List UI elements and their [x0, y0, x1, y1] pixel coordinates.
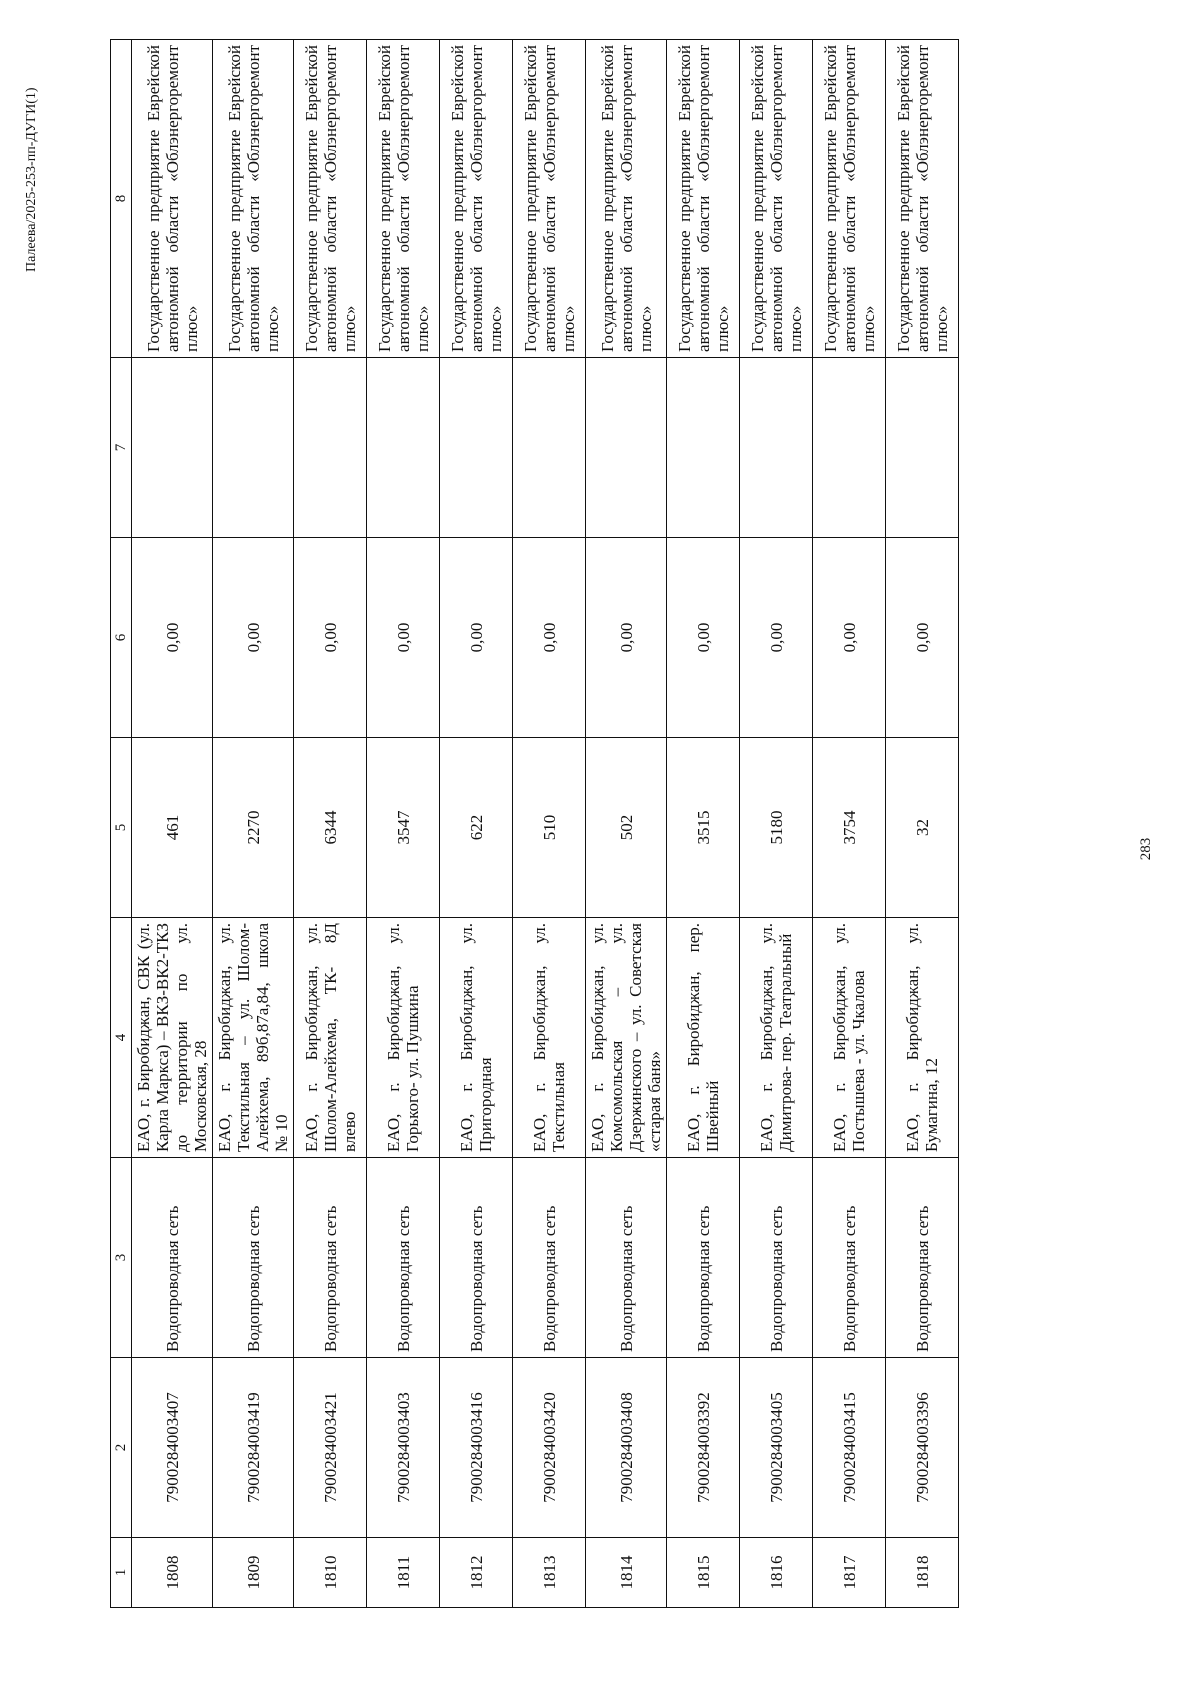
object-address: ЕАО, г. Биробиджан, СВК (ул. Карла Маркса) – ВКЗ-ВК2-ТКЗ до территории по ул. Московская, 28 [132, 918, 213, 1158]
owner-organization: Государственное предприятие Еврейской автономной области «Облэнергоремонт плюс» [886, 40, 959, 358]
document-reference: Палеева/2025-253-пп-ДУГИ(1) [24, 87, 39, 272]
column-header: 1 [111, 1538, 132, 1608]
object-address: ЕАО, г. Биробиджан, ул. Шолом-Алейхема, ТК- 8Д влево [294, 918, 367, 1158]
object-code: 7900284003396 [886, 1358, 959, 1538]
object-address: ЕАО, г. Биробиджан, ул. Пригородная [440, 918, 513, 1158]
object-type: Водопроводная сеть [740, 1158, 813, 1358]
table-row [586, 40, 667, 1608]
table-row [294, 40, 367, 1608]
owner-organization: Государственное предприятие Еврейской автономной области «Облэнергоремонт плюс» [294, 40, 367, 358]
object-code: 7900284003420 [513, 1358, 586, 1538]
column-header: 6 [111, 538, 132, 738]
row-number: 1811 [367, 1538, 440, 1608]
row-number: 1814 [586, 1538, 667, 1608]
column-7-cell [213, 358, 294, 538]
owner-organization: Государственное предприятие Еврейской автономной области «Облэнергоремонт плюс» [586, 40, 667, 358]
object-value: 0,00 [813, 538, 886, 738]
column-7-cell [886, 358, 959, 538]
registry-table [110, 39, 959, 1608]
column-number-row [111, 40, 132, 1608]
object-value: 0,00 [132, 538, 213, 738]
object-type: Водопроводная сеть [367, 1158, 440, 1358]
object-type: Водопроводная сеть [586, 1158, 667, 1358]
object-value: 0,00 [213, 538, 294, 738]
row-number: 1808 [132, 1538, 213, 1608]
object-value: 0,00 [513, 538, 586, 738]
owner-organization: Государственное предприятие Еврейской автономной области «Облэнергоремонт плюс» [213, 40, 294, 358]
object-code: 7900284003405 [740, 1358, 813, 1538]
object-code: 7900284003408 [586, 1358, 667, 1538]
table-row [440, 40, 513, 1608]
object-type: Водопроводная сеть [132, 1158, 213, 1358]
owner-organization: Государственное предприятие Еврейской автономной области «Облэнергоремонт плюс» [667, 40, 740, 358]
owner-organization: Государственное предприятие Еврейской автономной области «Облэнергоремонт плюс» [132, 40, 213, 358]
table-row [740, 40, 813, 1608]
object-length: 2270 [213, 738, 294, 918]
object-length: 461 [132, 738, 213, 918]
object-address: ЕАО, г. Биробиджан, пер. Швейный [667, 918, 740, 1158]
row-number: 1813 [513, 1538, 586, 1608]
table-row [813, 40, 886, 1608]
object-value: 0,00 [740, 538, 813, 738]
object-value: 0,00 [440, 538, 513, 738]
object-length: 510 [513, 738, 586, 918]
object-address: ЕАО, г. Биробиджан, ул. Бумагина, 12 [886, 918, 959, 1158]
table-row [367, 40, 440, 1608]
column-header: 8 [111, 40, 132, 358]
column-7-cell [740, 358, 813, 538]
owner-organization: Государственное предприятие Еврейской автономной области «Облэнергоремонт плюс» [813, 40, 886, 358]
table-row [132, 40, 213, 1608]
row-number: 1816 [740, 1538, 813, 1608]
column-7-cell [513, 358, 586, 538]
column-7-cell [813, 358, 886, 538]
table-row [513, 40, 586, 1608]
column-header: 2 [111, 1358, 132, 1538]
table-row [667, 40, 740, 1608]
owner-organization: Государственное предприятие Еврейской автономной области «Облэнергоремонт плюс» [740, 40, 813, 358]
object-code: 7900284003407 [132, 1358, 213, 1538]
column-7-cell [586, 358, 667, 538]
object-code: 7900284003415 [813, 1358, 886, 1538]
column-7-cell [367, 358, 440, 538]
row-number: 1812 [440, 1538, 513, 1608]
object-length: 502 [586, 738, 667, 918]
column-header: 5 [111, 738, 132, 918]
object-length: 3515 [667, 738, 740, 918]
object-address: ЕАО, г. Биробиджан, ул. Комсомольская – ул. Дзержинского – ул. Советская «старая баня» [586, 918, 667, 1158]
object-address: ЕАО, г. Биробиджан, ул. Горького- ул. Пушкина [367, 918, 440, 1158]
column-7-cell [667, 358, 740, 538]
column-7-cell [440, 358, 513, 538]
row-number: 1818 [886, 1538, 959, 1608]
object-type: Водопроводная сеть [440, 1158, 513, 1358]
object-code: 7900284003421 [294, 1358, 367, 1538]
column-header: 7 [111, 358, 132, 538]
object-type: Водопроводная сеть [213, 1158, 294, 1358]
object-type: Водопроводная сеть [813, 1158, 886, 1358]
object-length: 3754 [813, 738, 886, 918]
object-code: 7900284003419 [213, 1358, 294, 1538]
object-length: 3547 [367, 738, 440, 918]
object-type: Водопроводная сеть [294, 1158, 367, 1358]
table-body [111, 40, 959, 1608]
object-address: ЕАО, г. Биробиджан, ул. Текстильная – ул. Шолом-Алейхема, 89б,87а,84, школа № 10 [213, 918, 294, 1158]
object-value: 0,00 [294, 538, 367, 738]
owner-organization: Государственное предприятие Еврейской автономной области «Облэнергоремонт плюс» [440, 40, 513, 358]
column-header: 3 [111, 1158, 132, 1358]
column-7-cell [294, 358, 367, 538]
object-code: 7900284003416 [440, 1358, 513, 1538]
object-length: 5180 [740, 738, 813, 918]
object-address: ЕАО, г. Биробиджан, ул. Постышева - ул. Чкалова [813, 918, 886, 1158]
row-number: 1817 [813, 1538, 886, 1608]
owner-organization: Государственное предприятие Еврейской автономной области «Облэнергоремонт плюс» [513, 40, 586, 358]
object-length: 32 [886, 738, 959, 918]
object-length: 622 [440, 738, 513, 918]
object-type: Водопроводная сеть [667, 1158, 740, 1358]
object-length: 6344 [294, 738, 367, 918]
object-type: Водопроводная сеть [513, 1158, 586, 1358]
column-7-cell [132, 358, 213, 538]
row-number: 1815 [667, 1538, 740, 1608]
object-code: 7900284003403 [367, 1358, 440, 1538]
object-value: 0,00 [367, 538, 440, 738]
table-row [213, 40, 294, 1608]
object-address: ЕАО, г. Биробиджан, ул. Текстильная [513, 918, 586, 1158]
object-value: 0,00 [586, 538, 667, 738]
object-value: 0,00 [667, 538, 740, 738]
object-code: 7900284003392 [667, 1358, 740, 1538]
row-number: 1809 [213, 1538, 294, 1608]
row-number: 1810 [294, 1538, 367, 1608]
page-number: 283 [1138, 837, 1154, 861]
object-type: Водопроводная сеть [886, 1158, 959, 1358]
object-value: 0,00 [886, 538, 959, 738]
column-header: 4 [111, 918, 132, 1158]
table-row [886, 40, 959, 1608]
owner-organization: Государственное предприятие Еврейской автономной области «Облэнергоремонт плюс» [367, 40, 440, 358]
object-address: ЕАО, г. Биробиджан, ул. Димитрова- пер. Театральный [740, 918, 813, 1158]
